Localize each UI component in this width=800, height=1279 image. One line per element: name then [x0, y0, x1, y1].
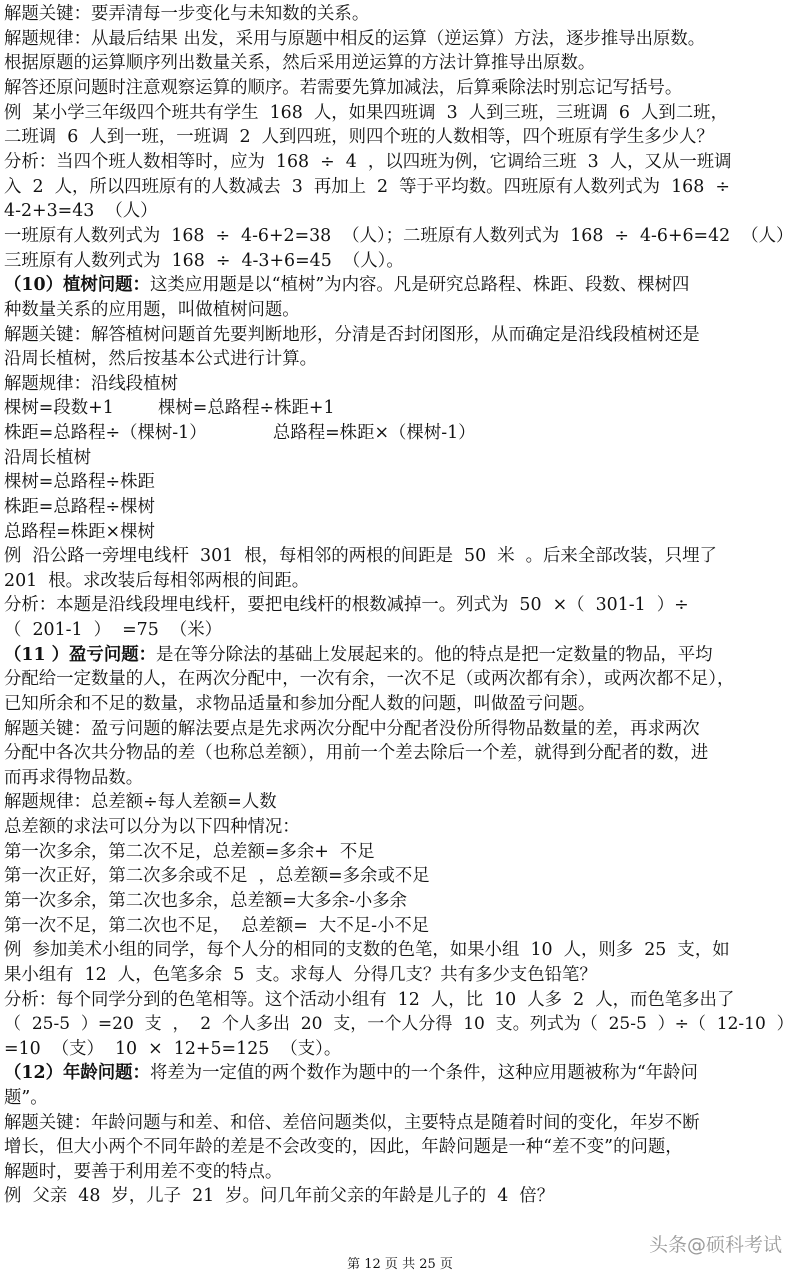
text-line	[4, 815, 300, 839]
text-line	[4, 1160, 282, 1184]
line-text: 例 父亲 48 岁，儿子 21 岁。问几年前父亲的年龄是儿子的 4 倍？	[4, 1186, 555, 1206]
text-line	[4, 273, 689, 297]
line-text: 沿周长植树	[4, 448, 91, 468]
text-line	[4, 520, 155, 544]
text-line	[4, 889, 407, 913]
line-text: 解题规律：总差额÷每人差额=人数	[4, 792, 277, 812]
text-line	[4, 347, 317, 371]
line-text: 解题关键：盈亏问题的解法要点是先求两次分配中分配者没份所得物品数量的差，再求两次	[4, 719, 700, 739]
text-line	[4, 175, 730, 199]
line-text: 分配中各次共分物品的差（也称总差额），用前一个差去除后一个差，就得到分配者的数，进	[4, 743, 709, 763]
line-text: 株距=总路程÷棵树	[4, 497, 155, 517]
line-text: 分配给一定数量的人，在两次分配中，一次有余，一次不足（或两次都有余），或两次都不足），	[4, 669, 735, 689]
text-line	[4, 717, 700, 741]
line-text: 解题时，要善于利用差不变的特点。	[4, 1162, 283, 1182]
text-line	[4, 101, 728, 125]
text-line	[4, 2, 369, 26]
line-text: 二班调 6 人到一班，一班调 2 人到四班，则四个班的人数相等，四个班原有学生多少人？	[4, 127, 714, 147]
text-line	[4, 125, 714, 149]
line-text: 种数量关系的应用题，叫做植树问题。	[4, 300, 300, 320]
line-text: 解题规律：从最后结果 出发，采用与原题中相反的运算（逆运算）方法，逐步推导出原数。	[4, 29, 706, 49]
text-line	[4, 51, 595, 75]
text-line	[4, 988, 734, 1012]
line-text: 题”。	[4, 1088, 48, 1108]
text-line	[4, 495, 155, 519]
section-heading: （12）年龄问题：	[4, 1063, 150, 1083]
text-line	[4, 470, 155, 494]
line-text: 分析：当四个班人数相等时，应为 168 ÷ 4 ，以四班为例，它调给三班 3 人，又从一班调	[4, 152, 732, 172]
text-line	[4, 446, 91, 470]
line-text: 第一次正好，第二次多余或不足 ，总差额=多余或不足	[4, 866, 430, 886]
line-text: 解答还原问题时注意观察运算的顺序。若需要先算加减法，后算乘除法时别忘记写括号。	[4, 78, 683, 98]
page-footer: 第 12 页 共 25 页	[347, 1257, 453, 1272]
line-text: 例 沿公路一旁埋电线杆 301 根，每相邻的两根的间距是 50 米 。后来全部改装，只埋了	[4, 546, 717, 566]
text-line	[4, 1135, 683, 1159]
line-text: 解题关键：解答植树问题首先要判断地形，分清是否封闭图形，从而确定是沿线段植树还是	[4, 325, 700, 345]
line-text: 而再求得物品数。	[4, 768, 144, 788]
line-text: 三班原有人数列式为 168 ÷ 4-3+6=45 （人）。	[4, 251, 404, 271]
text-line	[4, 1037, 341, 1061]
text-line	[4, 544, 717, 568]
text-line	[4, 1184, 554, 1208]
text-line	[4, 593, 689, 617]
text-line	[4, 914, 429, 938]
line-text: 棵树=总路程÷株距	[4, 472, 155, 492]
text-line	[4, 1061, 698, 1085]
line-text: =10 （支） 10 × 12+5=125 （支）。	[4, 1039, 342, 1059]
section-heading: （11 ）盈亏问题：	[4, 645, 156, 665]
line-text: 增长，但大小两个不同年龄的差是不会改变的，因此，年龄问题是一种“差不变”的问题，	[4, 1137, 683, 1157]
line-text: 将差为一定值的两个数作为题中的一个条件，这种应用题被称为“年龄问	[149, 1063, 698, 1083]
text-line	[4, 864, 430, 888]
line-text: 入 2 人，所以四班原有的人数减去 3 再加上 2 等于平均数。四班原有人数列式为 168 ÷	[4, 177, 730, 197]
text-line	[4, 372, 178, 396]
line-text: 第一次多余，第二次不足，总差额=多余+ 不足	[4, 842, 375, 862]
line-text: 棵树=段数+1 棵树=总路程÷株距+1	[4, 398, 335, 418]
text-line	[4, 27, 705, 51]
watermark: 头条@硕科考试	[648, 1234, 782, 1256]
line-text: （ 25-5 ）=20 支 ， 2 个人多出 20 支，一个人分得 10 支。列式为（ 25-5 ）÷（ 12-10 ）	[4, 1014, 794, 1034]
line-text: 4-2+3=43 （人）	[4, 201, 158, 221]
text-line	[4, 1086, 48, 1110]
text-line	[4, 667, 734, 691]
line-text: 已知所余和不足的数量，求物品适量和参加分配人数的问题，叫做盈亏问题。	[4, 694, 596, 714]
text-line	[4, 249, 404, 273]
text-line	[4, 618, 222, 642]
line-text: 分析：每个同学分到的色笔相等。这个活动小组有 12 人，比 10 人多 2 人，而色笔多出了	[4, 990, 735, 1010]
text-line	[4, 569, 309, 593]
text-line	[4, 396, 335, 420]
text-line	[4, 298, 300, 322]
line-text: 总差额的求法可以分为以下四种情况：	[4, 817, 300, 837]
text-line	[4, 150, 732, 174]
text-line	[4, 1111, 700, 1135]
line-text: 是在等分除法的基础上发展起来的。他的特点是把一定数量的物品，平均	[156, 645, 713, 665]
line-text: 例 参加美术小组的同学，每个人分的相同的支数的色笔，如果小组 10 人，则多 25 支，如	[4, 940, 730, 960]
line-text: 一班原有人数列式为 168 ÷ 4-6+2=38 （人）；二班原有人数列式为 168 ÷ 4-6+6=42 （人）	[4, 226, 794, 246]
line-text: 总路程=株距×棵树	[4, 522, 155, 542]
text-line	[4, 766, 143, 790]
line-text: 这类应用题是以“植树”为内容。凡是研究总路程、株距、段数、棵树四	[149, 275, 690, 295]
text-line	[4, 692, 595, 716]
line-text: 第一次不足，第二次也不足， 总差额= 大不足-小不足	[4, 916, 430, 936]
text-line	[4, 421, 476, 445]
line-text: 分析：本题是沿线段埋电线杆，要把电线杆的根数减掉一。列式为 50 ×（ 301-1 ）÷	[4, 595, 689, 615]
line-text: 株距=总路程÷（棵树-1） 总路程=株距×（棵树-1）	[4, 423, 476, 443]
text-line	[4, 323, 700, 347]
text-line	[4, 643, 713, 667]
line-text: 果小组有 12 人，色笔多余 5 支。求每人 分得几支？共有多少支色铅笔？	[4, 965, 597, 985]
line-text: 根据原题的运算顺序列出数量关系，然后采用逆运算的方法计算推导出原数。	[4, 53, 596, 73]
line-text: 解题关键：年龄问题与和差、和倍、差倍问题类似，主要特点是随着时间的变化，年岁不断	[4, 1113, 700, 1133]
line-text: （ 201-1 ） =75 （米）	[4, 620, 223, 640]
text-line	[4, 199, 158, 223]
line-text: 沿周长植树，然后按基本公式进行计算。	[4, 349, 318, 369]
text-line	[4, 840, 375, 864]
text-line	[4, 76, 682, 100]
line-text: 第一次多余，第二次也多余，总差额=大多余-小多余	[4, 891, 408, 911]
section-heading: （10）植树问题：	[4, 275, 150, 295]
text-line	[4, 224, 793, 248]
line-text: 解题关键：要弄清每一步变化与未知数的关系。	[4, 4, 370, 24]
line-text: 201 根。求改装后每相邻两根的间距。	[4, 571, 310, 591]
text-line	[4, 741, 708, 765]
text-line	[4, 1012, 794, 1036]
text-line	[4, 938, 730, 962]
text-line	[4, 963, 597, 987]
line-text: 例 某小学三年级四个班共有学生 168 人，如果四班调 3 人到三班，三班调 6 人到二班，	[4, 103, 728, 123]
line-text: 解题规律：沿线段植树	[4, 374, 178, 394]
text-line	[4, 790, 277, 814]
